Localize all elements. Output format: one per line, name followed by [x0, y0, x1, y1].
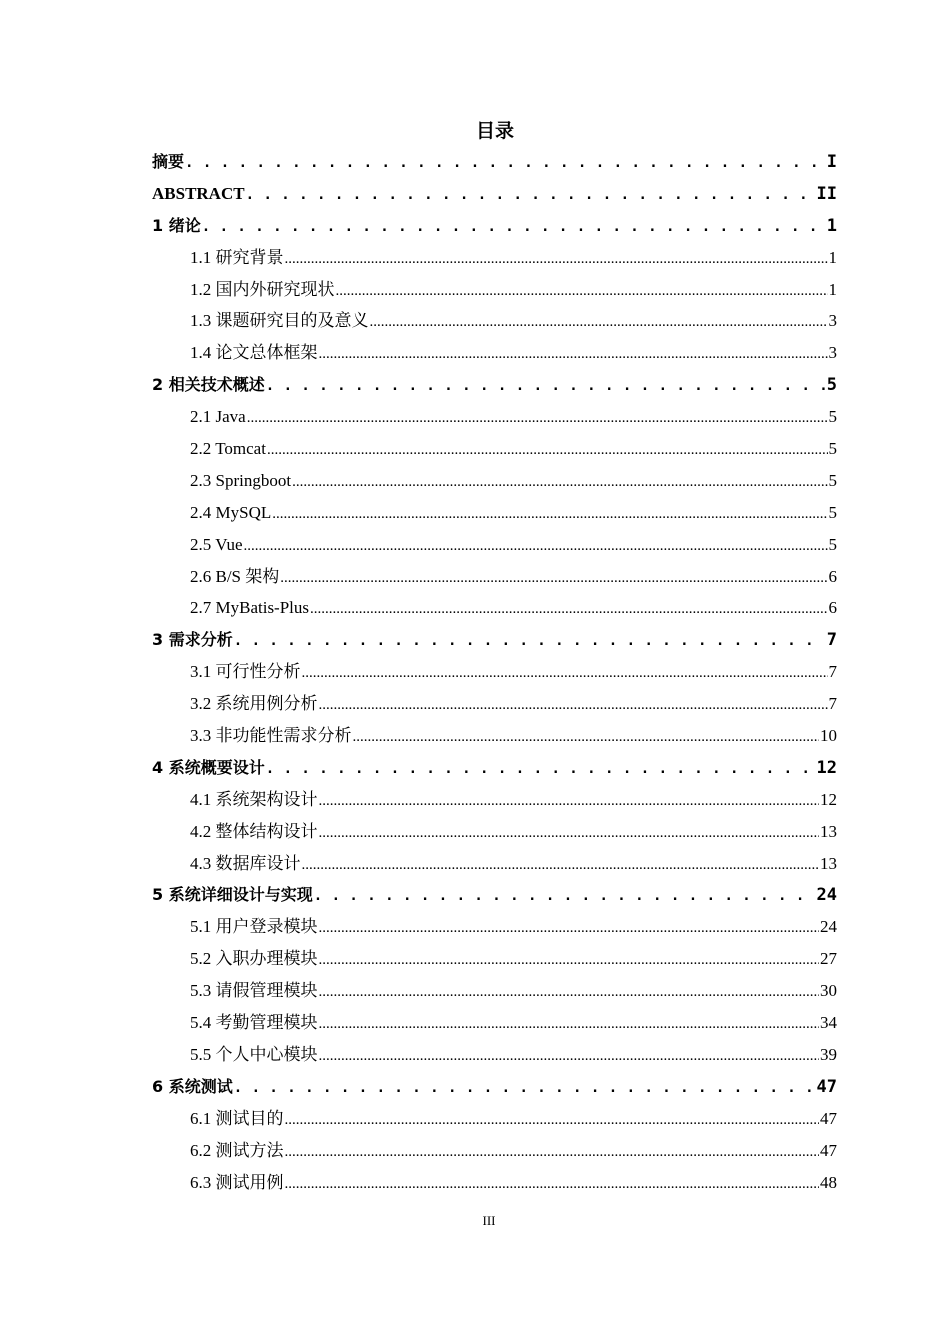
toc-dot-leader	[285, 1135, 820, 1167]
toc-dot-leader	[310, 592, 827, 624]
toc-section-entry[interactable]	[152, 561, 837, 593]
toc-entry-page: 6	[828, 566, 837, 586]
toc-section-entry[interactable]	[152, 911, 837, 943]
toc-dot-leader	[244, 529, 828, 561]
toc-section-entry[interactable]	[152, 975, 837, 1007]
toc-dot-leader	[185, 146, 826, 178]
toc-dot-leader	[302, 848, 820, 880]
toc-chapter-entry[interactable]	[152, 624, 837, 656]
toc-entry-label: 4 系统概要设计	[152, 757, 265, 777]
toc-dot-leader	[272, 497, 827, 529]
toc-entry-page: 5	[828, 439, 837, 459]
toc-entry-page: 5	[826, 375, 837, 396]
toc-dot-leader	[370, 305, 828, 337]
toc-entry-page: 13	[820, 821, 837, 841]
toc-entry-page: 12	[820, 789, 837, 809]
toc-section-entry[interactable]	[152, 1103, 837, 1135]
toc-entry-page: 47	[820, 1140, 837, 1160]
toc-entry-label: 6.2 测试方法	[190, 1140, 284, 1160]
toc-entry-label: 4.3 数据库设计	[190, 853, 301, 873]
toc-section-entry[interactable]	[152, 816, 837, 848]
toc-section-entry[interactable]	[152, 1167, 837, 1199]
toc-entry-page: 5	[828, 502, 837, 522]
toc-entry-label: 1.2 国内外研究现状	[190, 279, 335, 299]
toc-entry-label: 2 相关技术概述	[152, 375, 265, 395]
toc-entry-page: I	[826, 152, 837, 172]
toc-entry-page: 39	[820, 1044, 837, 1064]
toc-entry-label: 2.5 Vue	[190, 534, 243, 554]
toc-chapter-entry[interactable]	[152, 369, 837, 401]
toc-entry-page: 7	[828, 694, 837, 714]
toc-entry-page: 6	[828, 598, 837, 618]
toc-dot-leader	[234, 1071, 816, 1103]
toc-entry-label: 2.1 Java	[190, 407, 246, 427]
toc-entry-label: 5.3 请假管理模块	[190, 981, 318, 1001]
toc-entry-page: 13	[820, 853, 837, 873]
toc-section-entry[interactable]	[152, 656, 837, 688]
toc-section-entry[interactable]	[152, 465, 837, 497]
toc-entry-page: 7	[826, 630, 837, 651]
toc-entry-page: 5	[828, 407, 837, 427]
toc-dot-leader	[314, 879, 816, 911]
toc-dot-leader	[246, 178, 816, 210]
toc-section-entry[interactable]	[152, 433, 837, 465]
toc-dot-leader	[202, 210, 826, 242]
toc-entry-label: 2.7 MyBatis-Plus	[190, 598, 310, 618]
toc-entry-page: 7	[828, 662, 837, 682]
toc-entry-page: 24	[816, 885, 837, 906]
toc-dot-leader	[319, 1039, 820, 1071]
toc-chapter-entry[interactable]	[152, 210, 837, 242]
toc-entry-page: 5	[828, 534, 837, 554]
toc-chapter-entry[interactable]	[152, 178, 837, 210]
page-number: III	[482, 1213, 496, 1228]
toc-dot-leader	[234, 624, 826, 656]
toc-entry-label: 1 绪论	[152, 215, 201, 235]
toc-entry-label: 摘要	[152, 152, 185, 171]
toc-entry-label: ABSTRACT	[152, 183, 245, 203]
toc-entry-label: 5.1 用户登录模块	[190, 917, 318, 937]
toc-section-entry[interactable]	[152, 242, 837, 274]
toc-section-entry[interactable]	[152, 943, 837, 975]
toc-dot-leader	[319, 1007, 820, 1039]
toc-entry-page: 10	[820, 726, 837, 746]
toc-entry-page: 47	[816, 1076, 837, 1097]
toc-dot-leader	[336, 274, 828, 306]
toc-entry-label: 5 系统详细设计与实现	[152, 885, 313, 905]
toc-dot-leader	[319, 816, 820, 848]
toc-section-entry[interactable]	[152, 401, 837, 433]
toc-chapter-entry[interactable]	[152, 146, 837, 178]
toc-dot-leader	[280, 561, 827, 593]
toc-entry-page: 1	[828, 247, 837, 267]
toc-section-entry[interactable]	[152, 592, 837, 624]
table-of-contents	[152, 146, 837, 1198]
toc-dot-leader	[319, 337, 828, 369]
toc-entry-page: 1	[826, 215, 837, 236]
toc-entry-label: 3.3 非功能性需求分析	[190, 726, 352, 746]
toc-dot-leader	[319, 975, 820, 1007]
toc-entry-label: 1.1 研究背景	[190, 247, 284, 267]
page-title: 目录	[475, 120, 514, 142]
toc-entry-label: 3.2 系统用例分析	[190, 694, 318, 714]
toc-entry-page: 3	[828, 311, 837, 331]
toc-entry-label: 5.5 个人中心模块	[190, 1044, 318, 1064]
toc-entry-page: 47	[820, 1108, 837, 1128]
toc-entry-label: 6.1 测试目的	[190, 1108, 284, 1128]
toc-section-entry[interactable]	[152, 305, 837, 337]
toc-section-entry[interactable]	[152, 848, 837, 880]
toc-chapter-entry[interactable]	[152, 752, 837, 784]
toc-dot-leader	[319, 688, 828, 720]
toc-entry-label: 2.2 Tomcat	[190, 439, 266, 459]
toc-section-entry[interactable]	[152, 688, 837, 720]
toc-entry-label: 2.6 B/S 架构	[190, 566, 280, 586]
toc-entry-page: 24	[820, 917, 837, 937]
toc-entry-page: 5	[828, 470, 837, 490]
toc-section-entry[interactable]	[152, 274, 837, 306]
toc-dot-leader	[267, 433, 828, 465]
toc-dot-leader	[292, 465, 827, 497]
toc-entry-label: 2.4 MySQL	[190, 502, 272, 522]
toc-entry-label: 6 系统测试	[152, 1076, 233, 1096]
toc-entry-label: 4.2 整体结构设计	[190, 821, 318, 841]
toc-entry-page: 12	[816, 757, 837, 778]
toc-dot-leader	[319, 911, 820, 943]
toc-entry-page: 34	[820, 1013, 837, 1033]
toc-section-entry[interactable]	[152, 497, 837, 529]
toc-entry-label: 2.3 Springboot	[190, 470, 292, 490]
toc-entry-page: 48	[820, 1172, 837, 1192]
toc-dot-leader	[285, 1103, 820, 1135]
toc-dot-leader	[285, 1167, 820, 1199]
toc-section-entry[interactable]	[152, 720, 837, 752]
toc-section-entry[interactable]	[152, 1007, 837, 1039]
toc-entry-label: 4.1 系统架构设计	[190, 789, 318, 809]
toc-section-entry[interactable]	[152, 337, 837, 369]
toc-dot-leader	[319, 784, 820, 816]
toc-dot-leader	[319, 943, 820, 975]
toc-entry-page: 3	[828, 343, 837, 363]
toc-entry-label: 1.3 课题研究目的及意义	[190, 311, 369, 331]
toc-dot-leader	[266, 369, 826, 401]
toc-entry-page: II	[816, 183, 837, 204]
toc-entry-page: 27	[820, 949, 837, 969]
toc-section-entry[interactable]	[152, 784, 837, 816]
toc-dot-leader	[302, 656, 828, 688]
toc-entry-label: 5.4 考勤管理模块	[190, 1013, 318, 1033]
toc-entry-label: 3 需求分析	[152, 630, 233, 650]
toc-entry-label: 1.4 论文总体框架	[190, 343, 318, 363]
toc-entry-label: 6.3 测试用例	[190, 1172, 284, 1192]
toc-chapter-entry[interactable]	[152, 1071, 837, 1103]
toc-dot-leader	[353, 720, 820, 752]
toc-section-entry[interactable]	[152, 1039, 837, 1071]
toc-entry-label: 5.2 入职办理模块	[190, 949, 318, 969]
toc-entry-page: 30	[820, 981, 837, 1001]
toc-dot-leader	[247, 401, 828, 433]
toc-dot-leader	[266, 752, 816, 784]
toc-dot-leader	[285, 242, 828, 274]
toc-entry-page: 1	[828, 279, 837, 299]
toc-entry-label: 3.1 可行性分析	[190, 662, 301, 682]
toc-section-entry[interactable]	[152, 1135, 837, 1167]
toc-chapter-entry[interactable]	[152, 879, 837, 911]
toc-section-entry[interactable]	[152, 529, 837, 561]
